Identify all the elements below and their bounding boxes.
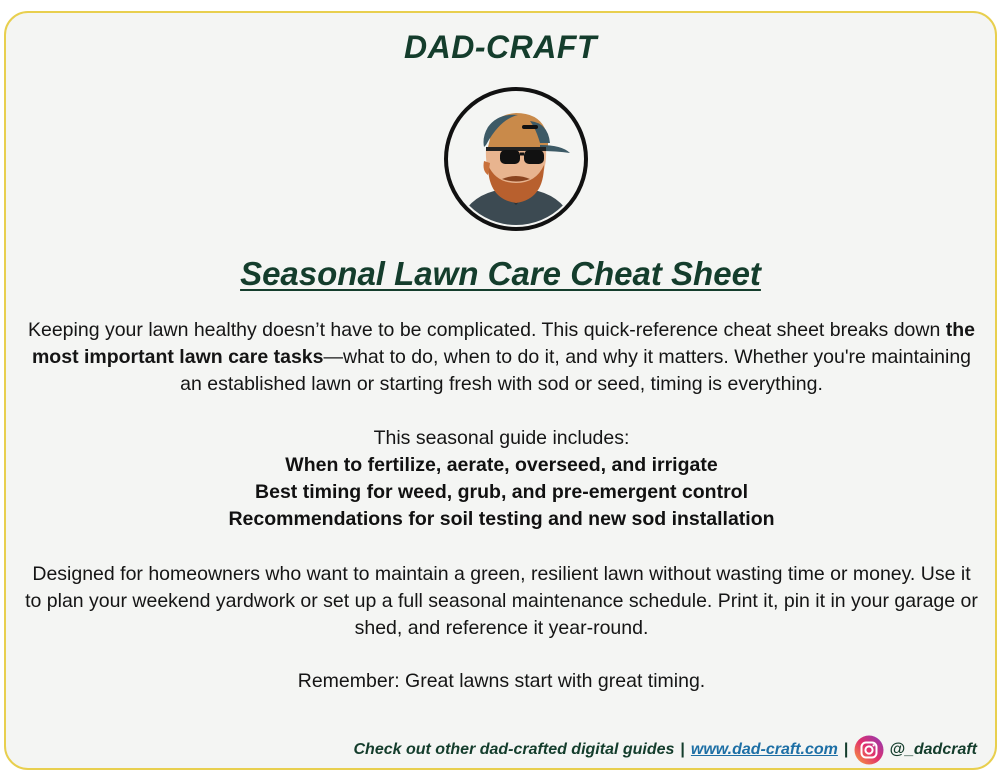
intro-text-end: —what to do, when to do it, and why it matters. Whether you're maintaining an established lawn or starting fresh with sod or seed, timing is everything. [180, 346, 972, 395]
page-title: Seasonal Lawn Care Cheat Sheet [240, 255, 761, 292]
includes-heading: This seasonal guide includes: [373, 427, 630, 449]
intro-paragraph [24, 317, 979, 398]
intro-bold-text: the most important lawn care tasks [31, 319, 976, 368]
dad-avatar-logo [444, 87, 588, 231]
includes-list [24, 452, 979, 533]
includes-item: When to fertilize, aerate, overseed, and irrigate [285, 454, 718, 476]
cheat-sheet-card [4, 11, 997, 770]
intro-text-start: Keeping your lawn healthy doesn’t have to be complicated. This quick-reference cheat sheet breaks down [27, 319, 946, 341]
includes-item: Best timing for weed, grub, and pre-emergent control [255, 481, 748, 503]
includes-item: Recommendations for soil testing and new sod installation [228, 508, 775, 530]
brand-title: DAD-CRAFT [404, 29, 597, 65]
footer-separator: | [843, 741, 849, 758]
footer [354, 735, 978, 765]
instagram-icon[interactable] [854, 735, 884, 765]
designed-paragraph: Designed for homeowners who want to maintain a green, resilient lawn without wasting time or money. Use it to plan your weekend yardwork or set up a full seasonal maintenance schedule. Print it, pin it in your garage or shed, and reference it year-round. [25, 563, 978, 639]
footer-separator: | [680, 741, 685, 758]
remember-line: Remember: Great lawns start with great timing. [297, 670, 706, 692]
website-link[interactable]: www.dad-craft.com [690, 741, 838, 758]
footer-text: Check out other dad-crafted digital guides [353, 741, 675, 758]
instagram-handle[interactable]: @_dadcraft [889, 741, 977, 758]
